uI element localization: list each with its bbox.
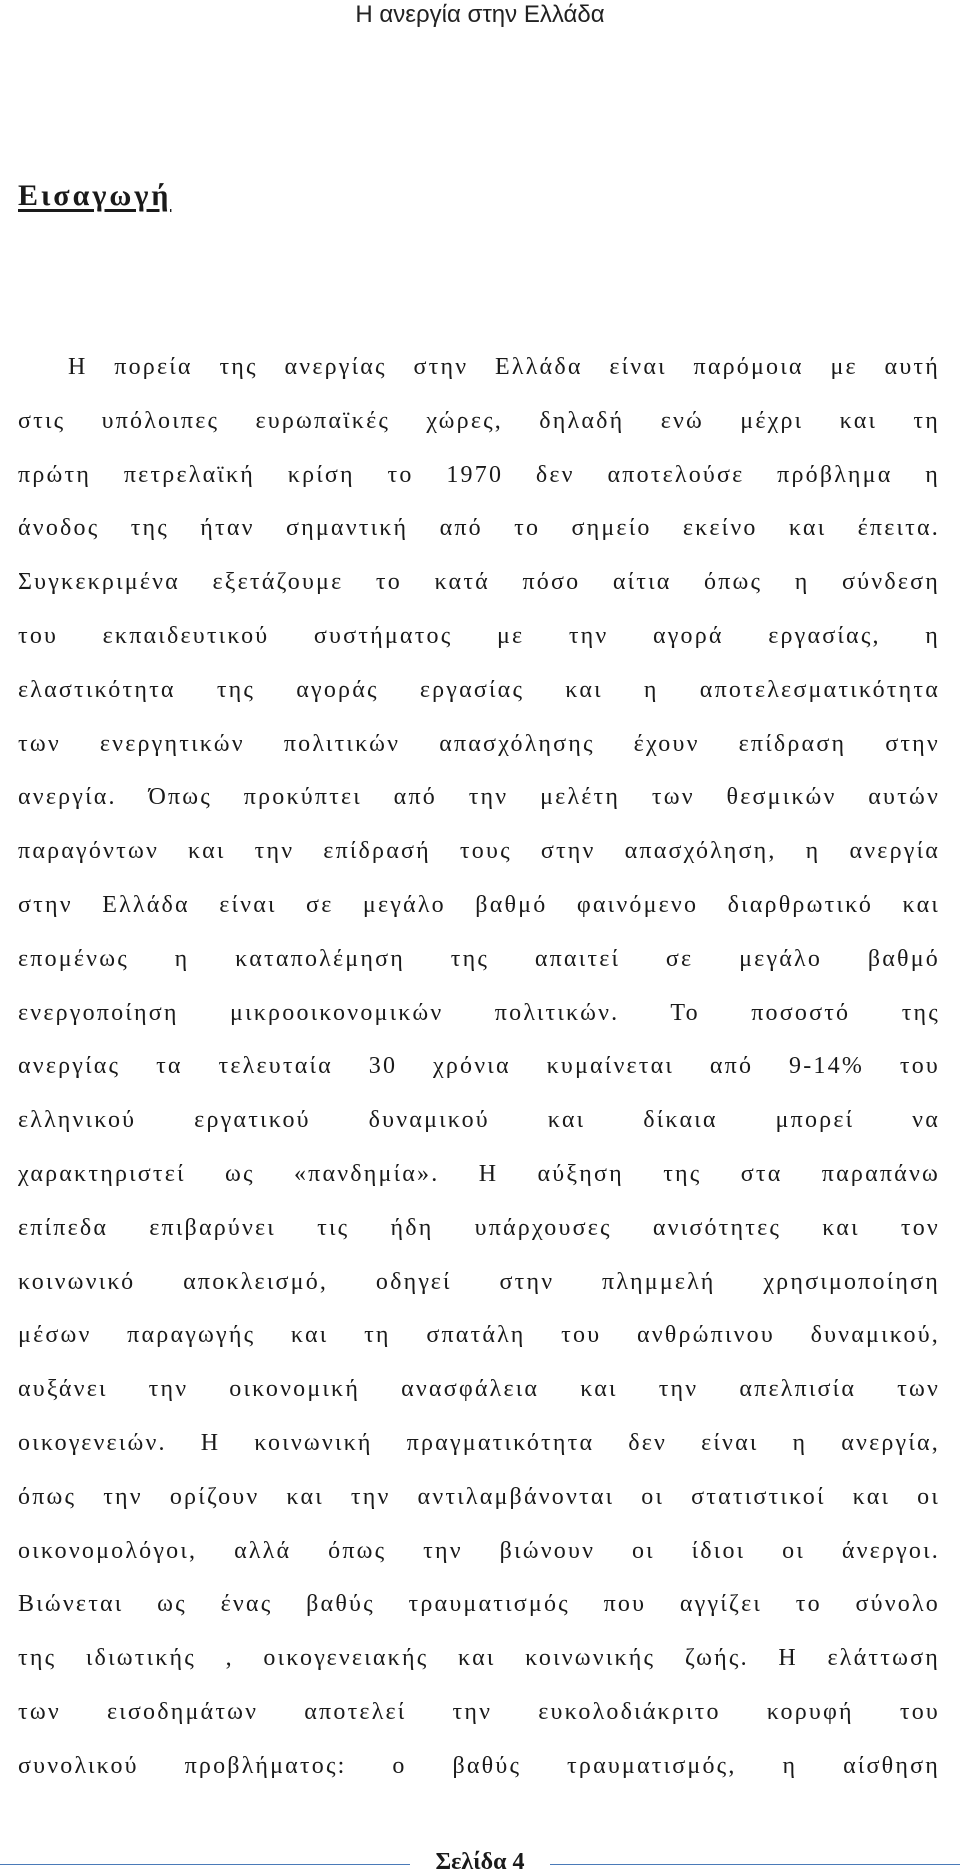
footer-rule-right <box>550 1864 960 1865</box>
page-footer <box>0 1848 960 1876</box>
page-header <box>0 0 960 30</box>
paragraph-line: επίπεδα επιβαρύνει τις ήδη υπάρχουσες ανισότητες και τον <box>18 1214 940 1241</box>
paragraph-line: πρώτη πετρελαϊκή κρίση το 1970 δεν αποτελούσε πρόβλημα η <box>18 461 940 488</box>
paragraph-line: Βιώνεται ως ένας βαθύς τραυματισμός που αγγίζει το σύνολο <box>18 1591 940 1618</box>
paragraph-line: ενεργοποίηση μικροοικονομικών πολιτικών. Το ποσοστό της <box>18 999 940 1026</box>
footer-rule-left <box>0 1864 410 1865</box>
paragraph-line: οικογενειών. Η κοινωνική πραγματικότητα δεν είναι η ανεργία, <box>18 1429 940 1456</box>
paragraph-line: του εκπαιδευτικού συστήματος με την αγορά εργασίας, η <box>18 622 940 649</box>
page-number: Σελίδα 4 <box>435 1849 525 1875</box>
paragraph-line: ελληνικού εργατικού δυναμικού και δίκαια μπορεί να <box>18 1107 940 1134</box>
paragraph-line: των εισοδημάτων αποτελεί την ευκολοδιάκριτο κορυφή του <box>18 1698 940 1725</box>
paragraph-line: συνολικού προβλήματος: ο βαθύς τραυματισμός, η αίσθηση <box>18 1752 940 1779</box>
paragraph-line: στις υπόλοιπες ευρωπαϊκές χώρες, δηλαδή ενώ μέχρι και τη <box>18 407 940 434</box>
paragraph-line: αυξάνει την οικονομική ανασφάλεια και την απελπισία των <box>18 1376 940 1403</box>
paragraph-line: κοινωνικό αποκλεισμό, οδηγεί στην πλημμελή χρησιμοποίηση <box>18 1268 940 1295</box>
paragraph-line: χαρακτηριστεί ως «πανδημία». Η αύξηση της στα παραπάνω <box>18 1160 940 1187</box>
paragraph-line: ανεργίας τα τελευταία 30 χρόνια κυμαίνεται από 9-14% του <box>18 1053 940 1080</box>
paragraph-line: παραγόντων και την επίδρασή τους στην απασχόληση, η ανεργία <box>18 838 940 865</box>
paragraph-line: στην Ελλάδα είναι σε μεγάλο βαθμό φαινόμενο διαρθρωτικό και <box>18 891 940 918</box>
paragraph-line: ελαστικότητα της αγοράς εργασίας και η αποτελεσματικότητα <box>18 676 940 703</box>
paragraph-line: των ενεργητικών πολιτικών απασχόλησης έχουν επίδραση στην <box>18 730 940 757</box>
paragraph-line: όπως την ορίζουν και την αντιλαμβάνονται οι στατιστικοί και οι <box>18 1483 940 1510</box>
paragraph-line: Η πορεία της ανεργίας στην Ελλάδα είναι παρόμοια με αυτή <box>68 354 940 380</box>
paragraph-line: άνοδος της ήταν σημαντική από το σημείο εκείνο και έπειτα. <box>18 515 940 542</box>
body-paragraph <box>18 341 940 1794</box>
paragraph-line: της ιδιωτικής , οικογενειακής και κοινωνικής ζωής. Η ελάττωση <box>18 1645 940 1672</box>
document-running-title: Η ανεργία στην Ελλάδα <box>355 1 605 28</box>
paragraph-line: επομένως η καταπολέμηση της απαιτεί σε μεγάλο βαθμό <box>18 945 940 972</box>
section-heading: Εισαγωγή <box>18 179 172 212</box>
paragraph-line: Συγκεκριμένα εξετάζουμε το κατά πόσο αίτια όπως η σύνδεση <box>18 569 940 596</box>
paragraph-line: μέσων παραγωγής και τη σπατάλη του ανθρώπινου δυναμικού, <box>18 1322 940 1349</box>
paragraph-line: οικονομολόγοι, αλλά όπως την βιώνουν οι ίδιοι οι άνεργοι. <box>18 1537 940 1564</box>
paragraph-line: ανεργία. Όπως προκύπτει από την μελέτη των θεσμικών αυτών <box>18 784 940 811</box>
